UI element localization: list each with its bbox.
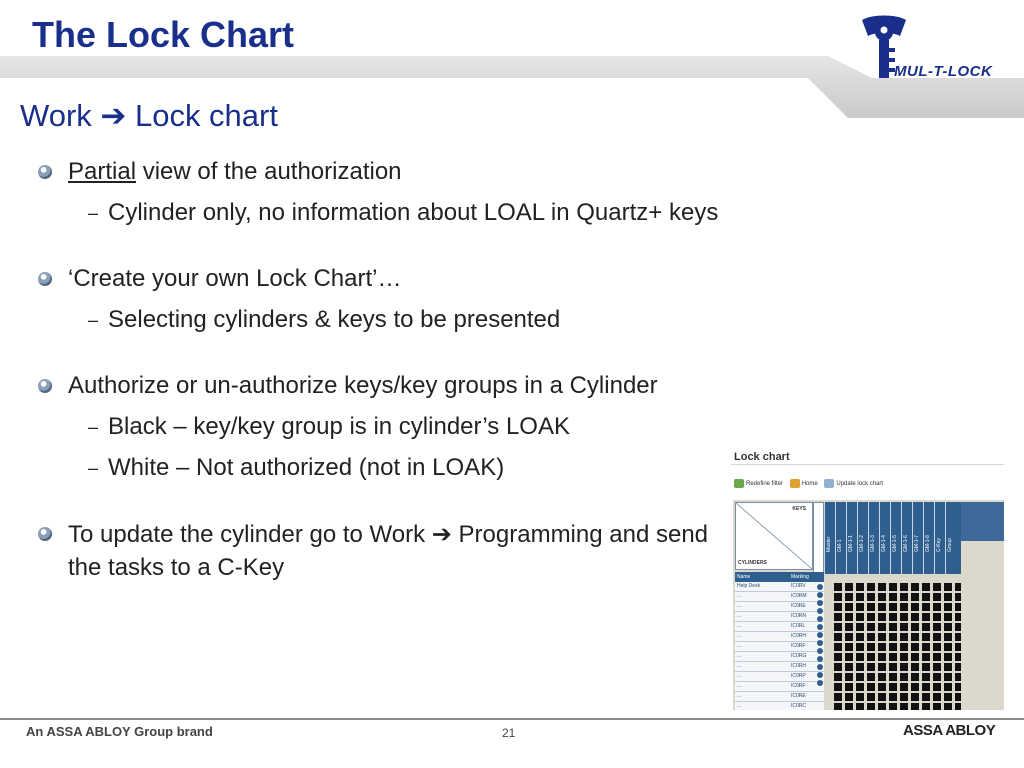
dash-icon: –: [88, 203, 99, 223]
key-column-header[interactable]: GM-1-1: [846, 502, 855, 574]
authorization-cell[interactable]: [867, 643, 875, 651]
authorization-cell[interactable]: [856, 653, 864, 661]
authorization-cell[interactable]: [922, 633, 930, 641]
authorization-cell[interactable]: [878, 603, 886, 611]
cylinder-name: ...: [737, 603, 742, 609]
info-icon[interactable]: [817, 680, 823, 686]
cylinder-marking: IC0RF: [791, 643, 806, 649]
authorization-cell[interactable]: [922, 673, 930, 681]
bullet-item: [36, 263, 736, 295]
cylinder-marking: IC0RM: [791, 593, 807, 599]
authorization-cell[interactable]: [845, 603, 853, 611]
authorization-cell[interactable]: [900, 633, 908, 641]
authorization-cell[interactable]: [834, 703, 842, 710]
authorization-cell[interactable]: [933, 693, 941, 701]
authorization-cell[interactable]: [911, 683, 919, 691]
cylinder-name: ...: [737, 673, 742, 679]
authorization-cell[interactable]: [944, 643, 952, 651]
authorization-cell[interactable]: [878, 663, 886, 671]
cylinder-name: ...: [737, 653, 742, 659]
authorization-cell[interactable]: [944, 603, 952, 611]
authorization-cell[interactable]: [845, 683, 853, 691]
screenshot-title: Lock chart: [734, 451, 790, 463]
authorization-cell[interactable]: [955, 693, 961, 701]
authorization-cell[interactable]: [867, 703, 875, 710]
authorization-cell[interactable]: [944, 653, 952, 661]
cylinder-name: ...: [737, 693, 742, 699]
bullet-icon: [38, 379, 52, 393]
authorization-cell[interactable]: [845, 633, 853, 641]
authorization-cell[interactable]: [889, 663, 897, 671]
authorization-cell[interactable]: [834, 583, 842, 591]
authorization-cell[interactable]: [955, 673, 961, 681]
logo-wordmark: MUL-T-LOCK: [894, 63, 993, 80]
authorization-cell[interactable]: [922, 593, 930, 601]
authorization-cell[interactable]: [856, 693, 864, 701]
authorization-cell[interactable]: [856, 643, 864, 651]
update-lock-chart-button[interactable]: Update lock chart: [824, 479, 883, 488]
authorization-cell[interactable]: [955, 623, 961, 631]
key-column-header[interactable]: GM-1-6: [901, 502, 910, 574]
authorization-cell[interactable]: [933, 643, 941, 651]
authorization-cell[interactable]: [878, 593, 886, 601]
key-column-header[interactable]: GM-1-8: [923, 502, 932, 574]
screenshot-toolbar: [734, 479, 888, 491]
authorization-cell[interactable]: [834, 643, 842, 651]
authorization-cell[interactable]: [922, 663, 930, 671]
authorization-cell[interactable]: [889, 633, 897, 641]
authorization-cell[interactable]: [911, 693, 919, 701]
authorization-cell[interactable]: [834, 683, 842, 691]
authorization-cell[interactable]: [911, 613, 919, 621]
authorization-cell[interactable]: [867, 653, 875, 661]
authorization-cell[interactable]: [933, 623, 941, 631]
bullet-icon: [38, 272, 52, 286]
cylinder-name: ...: [737, 663, 742, 669]
authorization-cell[interactable]: [900, 643, 908, 651]
cylinder-row[interactable]: [735, 652, 824, 662]
cylinder-row[interactable]: [735, 702, 824, 710]
authorization-cell[interactable]: [845, 663, 853, 671]
authorization-cell[interactable]: [856, 703, 864, 710]
authorization-cell[interactable]: [856, 603, 864, 611]
authorization-cell[interactable]: [845, 613, 853, 621]
cylinder-name: ...: [737, 623, 742, 629]
authorization-cell[interactable]: [944, 583, 952, 591]
authorization-cell[interactable]: [900, 613, 908, 621]
dash-icon: –: [88, 458, 99, 478]
cylinder-marking: IC0RF: [791, 683, 806, 689]
key-column-header[interactable]: C-Key: [934, 502, 943, 574]
assa-abloy-logo: ASSA ABLOY: [903, 722, 996, 739]
authorization-cell[interactable]: [867, 693, 875, 701]
authorization-cell[interactable]: [856, 663, 864, 671]
authorization-cell[interactable]: [834, 693, 842, 701]
redefine-filter-button[interactable]: Redefine filter: [734, 479, 783, 488]
slide-title: The Lock Chart: [32, 14, 295, 55]
authorization-cell[interactable]: [911, 703, 919, 710]
authorization-cell[interactable]: [889, 583, 897, 591]
authorization-cell[interactable]: [922, 613, 930, 621]
sub-bullet-text: White – Not authorized (not in LOAK): [108, 454, 505, 481]
authorization-cell[interactable]: [955, 703, 961, 710]
cylinder-marking: IC0RG: [791, 653, 807, 659]
authorization-cell[interactable]: [955, 653, 961, 661]
cylinder-name: ...: [737, 643, 742, 649]
authorization-cell[interactable]: [900, 583, 908, 591]
sub-bullet-item: [36, 452, 736, 484]
sub-bullet-item: [36, 411, 736, 443]
authorization-cell[interactable]: [878, 673, 886, 681]
authorization-cell[interactable]: [922, 583, 930, 591]
authorization-cell[interactable]: [889, 653, 897, 661]
bullet-icon: [38, 165, 52, 179]
authorization-cell[interactable]: [944, 613, 952, 621]
authorization-cell[interactable]: [856, 613, 864, 621]
authorization-cell[interactable]: [955, 643, 961, 651]
authorization-cell[interactable]: [889, 643, 897, 651]
authorization-cell[interactable]: [834, 613, 842, 621]
authorization-cell[interactable]: [933, 633, 941, 641]
row-icons: [813, 582, 833, 688]
authorization-cell[interactable]: [955, 613, 961, 621]
authorization-cell[interactable]: [845, 583, 853, 591]
cylinder-marking: IC0RL: [791, 623, 806, 629]
home-button[interactable]: Home: [790, 479, 818, 488]
info-icon[interactable]: [817, 592, 823, 598]
authorization-cell[interactable]: [955, 603, 961, 611]
authorization-cell[interactable]: [834, 633, 842, 641]
dash-icon: –: [88, 310, 99, 330]
authorization-cell[interactable]: [922, 653, 930, 661]
authorization-cell[interactable]: [911, 643, 919, 651]
authorization-cell[interactable]: [933, 703, 941, 710]
authorization-cell[interactable]: [867, 683, 875, 691]
authorization-cell[interactable]: [911, 583, 919, 591]
cylinder-name: ...: [737, 593, 742, 599]
authorization-cell[interactable]: [878, 613, 886, 621]
sub-bullet-text: Black – key/key group is in cylinder’s LOAK: [108, 413, 570, 440]
key-column-header[interactable]: GM-1-4: [879, 502, 888, 574]
authorization-cell[interactable]: [889, 603, 897, 611]
authorization-cell[interactable]: [933, 663, 941, 671]
cylinder-name: Help Desk: [737, 583, 761, 589]
home-icon: [790, 479, 800, 488]
authorization-cell[interactable]: [900, 703, 908, 710]
authorization-cell[interactable]: [834, 673, 842, 681]
cylinder-marking: IC0RP: [791, 673, 806, 679]
authorization-cell[interactable]: [922, 693, 930, 701]
footer-divider: [0, 718, 1024, 720]
authorization-cell[interactable]: [867, 663, 875, 671]
authorization-cell[interactable]: [955, 583, 961, 591]
authorization-cell[interactable]: [900, 653, 908, 661]
update-icon: [824, 479, 834, 488]
authorization-cell[interactable]: [845, 593, 853, 601]
authorization-cell[interactable]: [845, 693, 853, 701]
filter-icon: [734, 479, 744, 488]
authorization-cell[interactable]: [856, 623, 864, 631]
key-column-header[interactable]: GM-1-2: [857, 502, 866, 574]
authorization-cell[interactable]: [933, 593, 941, 601]
authorization-cell[interactable]: [867, 633, 875, 641]
authorization-cell[interactable]: [845, 643, 853, 651]
info-icon[interactable]: [817, 640, 823, 646]
authorization-cell[interactable]: [944, 633, 952, 641]
bullet-text: Authorize or un-authorize keys/key groups in a Cylinder: [68, 372, 658, 399]
authorization-cell[interactable]: [922, 643, 930, 651]
key-column-header[interactable]: GM-1-3: [868, 502, 877, 574]
authorization-cell[interactable]: [944, 673, 952, 681]
bullet-item: [36, 370, 736, 402]
authorization-cell[interactable]: [933, 613, 941, 621]
bullet-item: [36, 518, 718, 584]
lock-chart-grid: [733, 500, 1004, 710]
cylinder-row[interactable]: [735, 672, 824, 682]
authorization-cell[interactable]: [911, 673, 919, 681]
cylinder-marking: IC0RN: [791, 613, 807, 619]
info-icon[interactable]: [817, 584, 823, 590]
cylinder-row[interactable]: [735, 582, 824, 592]
authorization-cell[interactable]: [867, 603, 875, 611]
key-column-header[interactable]: GM-1: [835, 502, 844, 574]
authorization-cell[interactable]: [834, 653, 842, 661]
authorization-cell[interactable]: [878, 703, 886, 710]
cylinder-row[interactable]: [735, 632, 824, 642]
authorization-cell[interactable]: [933, 683, 941, 691]
sub-bullet-text: Selecting cylinders & keys to be presented: [108, 306, 561, 333]
info-icon[interactable]: [817, 624, 823, 630]
authorization-cell[interactable]: [878, 653, 886, 661]
cylinder-rows: [735, 582, 824, 710]
bullet-icon: [38, 527, 52, 541]
authorization-cell[interactable]: [944, 593, 952, 601]
authorization-cell[interactable]: [867, 613, 875, 621]
authorization-cell[interactable]: [834, 663, 842, 671]
marking-header: [813, 502, 824, 574]
cylinder-name: ...: [737, 613, 742, 619]
slide-subtitle: Work ➔ Lock chart: [20, 98, 278, 133]
info-icon[interactable]: [817, 632, 823, 638]
authorization-cell[interactable]: [834, 623, 842, 631]
key-column-headers: [824, 502, 961, 574]
cylinder-marking: IC0RE: [791, 603, 806, 609]
authorization-cell[interactable]: [955, 683, 961, 691]
authorization-cell[interactable]: [878, 643, 886, 651]
authorization-cell[interactable]: [900, 603, 908, 611]
key-column-header[interactable]: Master: [824, 502, 833, 574]
bullet-item: [36, 156, 736, 188]
bullet-text: ‘Create your own Lock Chart’…: [68, 265, 402, 292]
authorization-cell[interactable]: [933, 673, 941, 681]
cylinder-marking: IC0RC: [791, 703, 807, 709]
authorization-cell[interactable]: [900, 593, 908, 601]
authorization-cell[interactable]: [889, 593, 897, 601]
authorization-cell[interactable]: [911, 663, 919, 671]
authorization-cell[interactable]: [878, 633, 886, 641]
authorization-cell[interactable]: [955, 633, 961, 641]
authorization-cell[interactable]: [867, 593, 875, 601]
authorization-cell[interactable]: [856, 583, 864, 591]
authorization-cell[interactable]: [911, 633, 919, 641]
bullet-lead: Partial: [68, 158, 137, 185]
authorization-cell[interactable]: [856, 633, 864, 641]
authorization-cell[interactable]: [878, 583, 886, 591]
blue-panel: [961, 502, 1004, 541]
info-icon[interactable]: [817, 648, 823, 654]
cylinder-marking: IC0RH: [791, 633, 807, 639]
authorization-cell[interactable]: [922, 683, 930, 691]
authorization-cell[interactable]: [867, 623, 875, 631]
authorization-cell[interactable]: [900, 673, 908, 681]
info-icon[interactable]: [817, 664, 823, 670]
authorization-cell[interactable]: [900, 693, 908, 701]
authorization-cell[interactable]: [944, 703, 952, 710]
authorization-cell[interactable]: [944, 663, 952, 671]
grid-corner-header: KEYS CYLINDERS: [735, 502, 813, 570]
bullet-list: [36, 156, 736, 584]
cylinder-row[interactable]: [735, 642, 824, 652]
authorization-cell[interactable]: [922, 603, 930, 611]
authorization-cell[interactable]: [900, 623, 908, 631]
cylinder-row[interactable]: [735, 592, 824, 602]
info-icon[interactable]: [817, 616, 823, 622]
authorization-cell[interactable]: [911, 603, 919, 611]
bullet-text: view of the authorization: [136, 158, 402, 185]
authorization-cell[interactable]: [845, 673, 853, 681]
info-icon[interactable]: [817, 600, 823, 606]
key-column-header[interactable]: GM-1-7: [912, 502, 921, 574]
bullet-text: To update the cylinder go to Work ➔ Programming and send the tasks to a C-Key: [68, 521, 709, 581]
info-icon[interactable]: [817, 672, 823, 678]
authorization-cell[interactable]: [911, 593, 919, 601]
authorization-cell[interactable]: [933, 603, 941, 611]
authorization-cell[interactable]: [889, 613, 897, 621]
authorization-cell[interactable]: [878, 623, 886, 631]
authorization-cell[interactable]: [944, 623, 952, 631]
sub-bullet-text: Cylinder only, no information about LOAL in Quartz+ keys: [108, 199, 719, 226]
cylinder-row[interactable]: [735, 602, 824, 612]
page-number: 21: [502, 726, 516, 740]
cylinder-row[interactable]: [735, 692, 824, 702]
cylinder-name: ...: [737, 683, 742, 689]
cylinder-row[interactable]: [735, 682, 824, 692]
authorization-cell[interactable]: [944, 693, 952, 701]
authorization-cell[interactable]: [845, 653, 853, 661]
sub-bullet-item: [36, 304, 736, 336]
authorization-cell[interactable]: [922, 623, 930, 631]
authorization-cell[interactable]: [944, 683, 952, 691]
cylinder-marking: IC0RH: [791, 663, 807, 669]
authorization-cell[interactable]: [867, 673, 875, 681]
authorization-cell[interactable]: [900, 663, 908, 671]
authorization-cell[interactable]: [878, 693, 886, 701]
authorization-cell[interactable]: [845, 703, 853, 710]
cylinder-name: ...: [737, 703, 742, 709]
authorization-cell[interactable]: [856, 683, 864, 691]
authorization-cell[interactable]: [889, 623, 897, 631]
authorization-cell[interactable]: [911, 623, 919, 631]
key-column-header[interactable]: Group: [945, 502, 954, 574]
authorization-cell[interactable]: [856, 593, 864, 601]
cylinder-row[interactable]: [735, 612, 824, 622]
authorization-cell[interactable]: [856, 673, 864, 681]
authorization-cells: [833, 582, 961, 710]
authorization-cell[interactable]: [922, 703, 930, 710]
authorization-cell[interactable]: [867, 583, 875, 591]
cylinder-marking: IC0RE: [791, 693, 806, 699]
dash-icon: –: [88, 417, 99, 437]
authorization-cell[interactable]: [955, 593, 961, 601]
authorization-cell[interactable]: [889, 703, 897, 710]
authorization-cell[interactable]: [889, 673, 897, 681]
authorization-cell[interactable]: [889, 683, 897, 691]
sub-bullet-item: [36, 197, 736, 229]
authorization-cell[interactable]: [911, 653, 919, 661]
footer-brand: An ASSA ABLOY Group brand: [26, 724, 213, 739]
cylinder-marking: IC0RV: [791, 583, 806, 589]
info-icon[interactable]: [817, 608, 823, 614]
cylinder-row[interactable]: [735, 662, 824, 672]
authorization-cell[interactable]: [955, 663, 961, 671]
column-header-row: Name Marking: [735, 572, 824, 582]
key-column-header[interactable]: GM-1-5: [890, 502, 899, 574]
authorization-cell[interactable]: [834, 603, 842, 611]
authorization-cell[interactable]: [933, 653, 941, 661]
authorization-cell[interactable]: [834, 593, 842, 601]
authorization-cell[interactable]: [933, 583, 941, 591]
authorization-cell[interactable]: [900, 683, 908, 691]
lock-chart-screenshot: [731, 446, 1004, 710]
authorization-cell[interactable]: [878, 683, 886, 691]
cylinder-name: ...: [737, 633, 742, 639]
cylinder-row[interactable]: [735, 622, 824, 632]
authorization-cell[interactable]: [845, 623, 853, 631]
info-icon[interactable]: [817, 656, 823, 662]
authorization-cell[interactable]: [889, 693, 897, 701]
